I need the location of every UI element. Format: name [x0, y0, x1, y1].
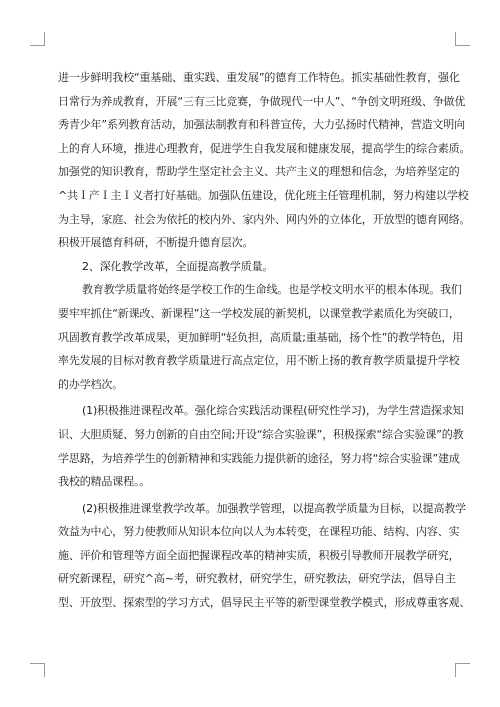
section-heading-teaching-reform [58, 255, 456, 279]
heading-line: 2、深化教学改革，全面提高教学质量。 [82, 259, 274, 273]
corner-mark-bottom-right [456, 663, 470, 664]
text-line: 的办学档次。 [58, 377, 124, 391]
text-line: 秀青少年”系列教育活动，加强法制教育和科普宣传，大力弘扬时代精神，营造文明向 [58, 118, 465, 132]
paragraph-classroom-reform [58, 497, 471, 615]
text-line: 识、大胆质疑、努力创新的自由空间;开设“综合实验课”，积极探索“综合实验课”的教 [58, 427, 464, 441]
text-line: 我校的精品课程。。 [58, 475, 151, 489]
corner-mark-top-left [44, 32, 45, 46]
text-line: (2)积极推进课堂教学改革。加强教学管理，以提高教学质量为目标，以提高教学 [82, 501, 467, 515]
paragraph-teaching-quality [58, 278, 464, 396]
text-line: 型、开放型、探索型的学习方式，倡导民主平等的新型课堂教学模式，形成尊重客观、 [58, 596, 471, 610]
corner-mark-bottom-right [455, 663, 456, 677]
text-line: (1)积极推进课程改革。强化综合实践活动课程(研究性学习)，为学生营造探求知 [82, 404, 464, 418]
text-line: 要牢牢抓住“新课改、新课程”这一学校发展的新契机，以课堂教学素质化为突破口， [58, 306, 460, 320]
text-line: 日常行为养成教育，开展“三有三比竞赛，争做现代一中人”、“争创文明班级、争做优 [58, 94, 466, 108]
corner-mark-top-right [455, 32, 456, 46]
corner-mark-top-right [456, 45, 470, 46]
text-line: 学思路，为培养学生的创新精神和实践能力提供新的途径，努力将“综合实验课”建成 [58, 451, 460, 465]
text-line: 上的育人环境，推进心理教育，促进学生自我发展和健康发展，提高学生的综合素质。 [58, 141, 471, 155]
corner-mark-bottom-left [44, 663, 45, 677]
text-line: 教育教学质量将始终是学校工作的生命线。也是学校文明水平的根本体现。我们 [82, 283, 462, 297]
text-line: 率先发展的目标对教育教学质量进行高点定位，用不断上扬的教育教学质量提升学校 [58, 354, 460, 368]
text-line: 巩固教育教学改革成果，更加鲜明“轻负担，高质量;重基础，扬个性”的教学特色，用 [58, 330, 464, 344]
corner-mark-top-left [30, 45, 44, 46]
text-line: ^共Ｉ产Ｉ主Ｉ义者打好基础。加强队伍建设，优化班主任管理机制，努力构建以学校 [58, 188, 469, 202]
document-body [58, 66, 471, 615]
text-line: 效益为中心，努力使教师从知识本位向以人为本转变，在课程功能、结构、内容、实 [58, 525, 460, 539]
text-line: 积极开展德育科研，不断提升德育层次。 [58, 236, 254, 250]
text-line: 为主导，家庭、社会为依托的校内外、家内外、网内外的立体化，开放型的德育网络。 [58, 212, 471, 226]
paragraph-curriculum-reform [58, 399, 464, 493]
text-line: 研究新课程，研究^高~考，研究教材，研究学生，研究教法，研究学法，倡导自主 [58, 572, 456, 586]
corner-mark-bottom-left [30, 663, 44, 664]
text-line: 进一步鲜明我校“重基础、重实践、重发展”的德育工作特色。抓实基础性教育，强化 [58, 71, 460, 84]
paragraph-moral-education [58, 66, 471, 255]
text-line: 加强党的知识教育，帮助学生坚定社会主义、共产主义的理想和信念，为培养坚定的 [58, 165, 460, 179]
text-line: 施、评价和管理等方面全面把握课程改革的精神实质，积极引导教师开展教学研究， [58, 548, 460, 562]
